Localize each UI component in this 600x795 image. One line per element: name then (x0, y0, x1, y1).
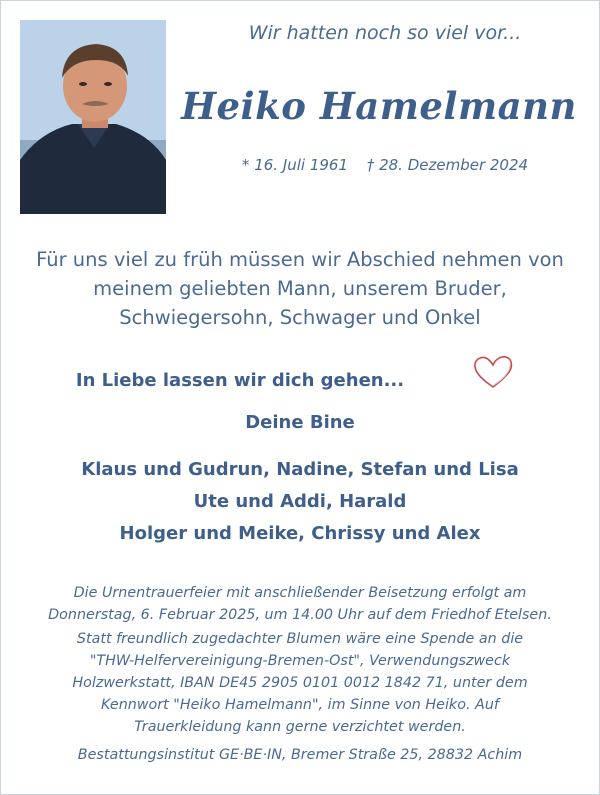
intro-line: meinem geliebten Mann, unserem Bruder, (93, 277, 507, 300)
undertaker-line: Bestattungsinstitut GE·BE·IN, Bremer Straße 25, 28832 Achim (77, 747, 523, 763)
family-line: Klaus und Gudrun, Nadine, Stefan und Lisa (81, 459, 519, 480)
info-block (8, 582, 592, 766)
deceased-name: Heiko Hamelmann (181, 84, 577, 128)
donation-line: Trauerkleidung kann gerne verzichtet werden. (134, 719, 466, 735)
intro-line: Für uns viel zu früh müssen wir Abschied nehmen von (36, 248, 564, 271)
love-line: In Liebe lassen wir dich gehen... (75, 370, 405, 391)
donation-line: Kennwort "Heiko Hamelmann", im Sinne von Heiko. Auf (101, 697, 499, 713)
ceremony-line: Donnerstag, 6. Februar 2025, um 14.00 Uhr auf dem Friedhof Etelsen. (48, 607, 552, 623)
family-line: Ute und Addi, Harald (193, 491, 407, 512)
birth-date: * 16. Juli 1961 (241, 156, 349, 174)
family-line: Holger und Meike, Chrissy und Alex (119, 523, 481, 544)
portrait-photo (20, 20, 166, 214)
family-list (0, 454, 600, 550)
ceremony-line: Die Urnentrauerfeier mit anschließender Beisetzung erfolgt am (73, 585, 527, 601)
signer-name: Deine Bine (245, 412, 355, 433)
donation-line: Statt freundlich zugedachter Blumen wäre eine Spende an die (76, 631, 524, 647)
death-date: † 28. Dezember 2024 (366, 156, 529, 174)
donation-paragraph (8, 628, 592, 738)
donation-line: "THW-Helfervereinigung-Bremen-Ost", Verwendungszweck (89, 653, 511, 669)
heart-icon (472, 354, 514, 390)
intro-text (12, 245, 588, 332)
intro-line: Schwiegersohn, Schwager und Onkel (119, 306, 481, 329)
life-dates (180, 156, 590, 174)
ceremony-paragraph (8, 582, 592, 626)
quote-line: Wir hatten noch so viel vor... (248, 22, 522, 44)
donation-line: Holzwerkstatt, IBAN DE45 2905 0101 0012 1842 71, unter dem (72, 675, 528, 691)
portrait-image (20, 20, 166, 214)
